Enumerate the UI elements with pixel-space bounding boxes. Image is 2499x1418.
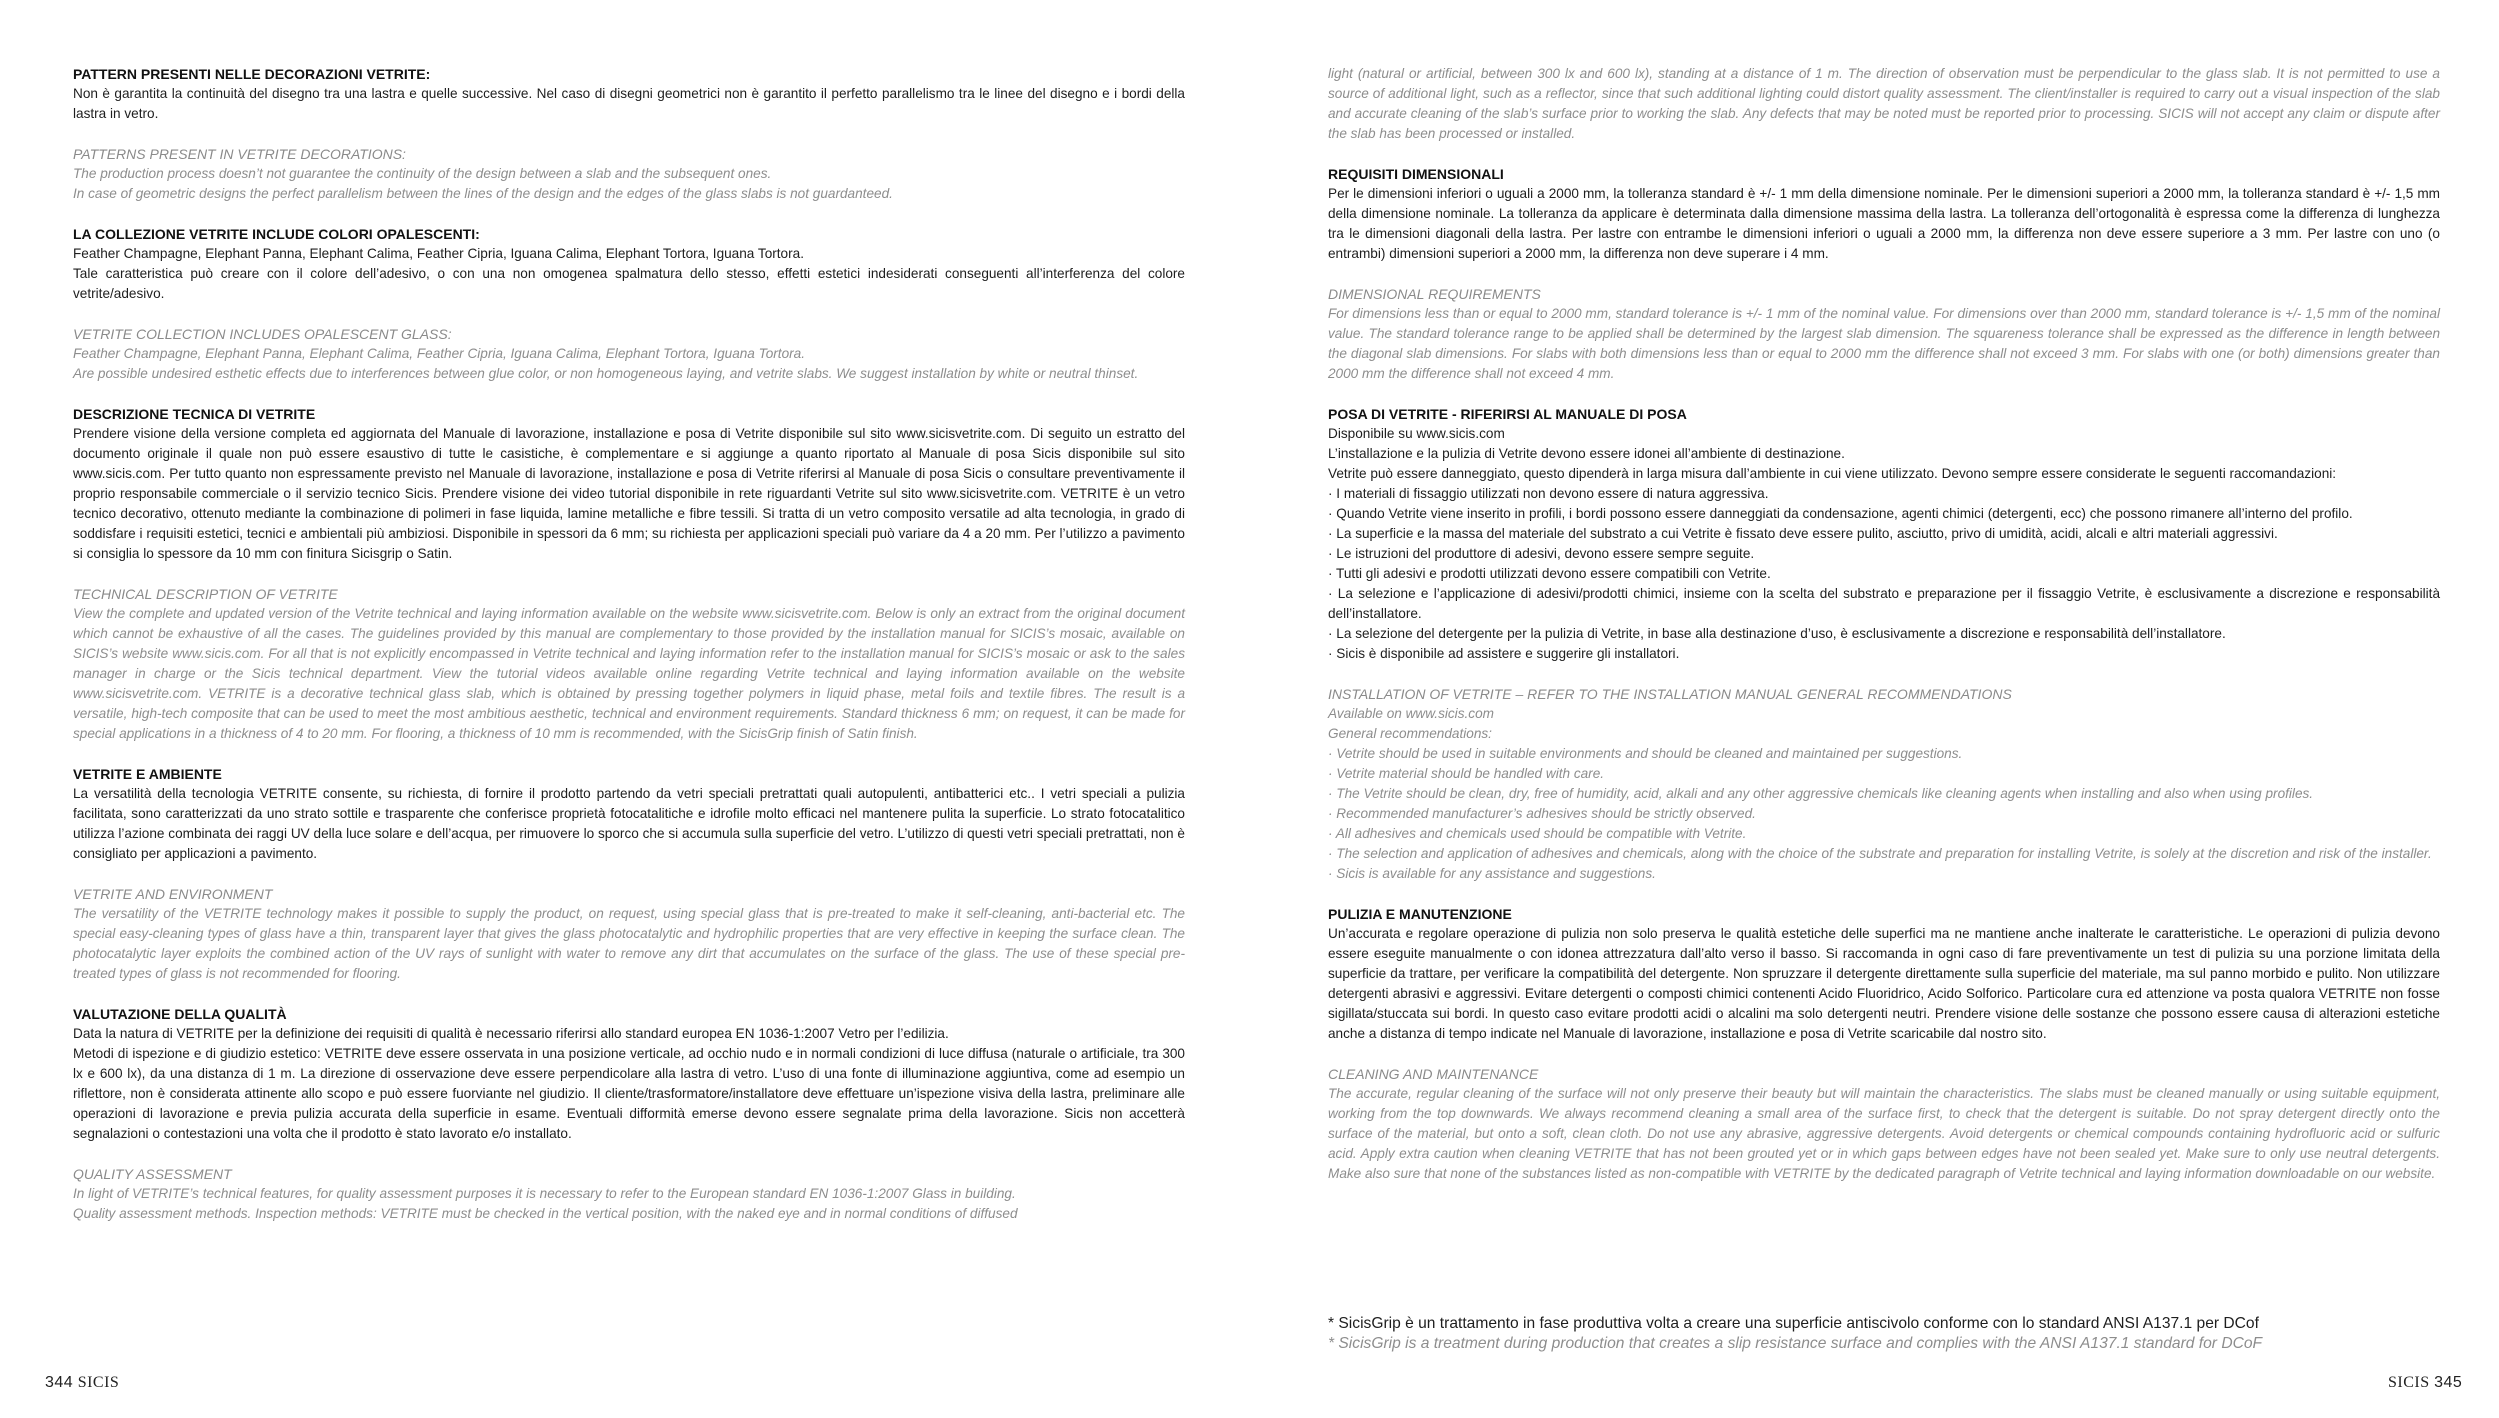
section-text-en: The accurate, regular cleaning of the surface will not only preserve their beauty but will maintain the characteristics. The slabs must be cleaned manually or using suitable equipment, working from the top downwards. We always recommend cleaning a small area of the surface first, to check that the detergent is suitable. Do not spray detergent directly onto the surface of the material, but onto a soft, clean cloth. Do not use any abrasive, aggressive detergents. Avoid detergents or chemical compounds containing hydrofluoric acid or sulfuric acid. Apply extra caution when cleaning VETRITE that has not been grouted yet or in which gaps between edges have not been sealed yet. Make sure to only use neutral detergents. Make also sure that none of the substances listed as non-compatible with VETRITE by the dedicated paragraph of Vetrite technical and laying information downloadable on our website. (1328, 1086, 2440, 1181)
footnote-text-en: * SicisGrip is a treatment during production that creates a slip resistance surface and complies with the ANSI A137.1 standard for DCoF (1328, 1335, 2263, 1352)
section-text-en: Quality assessment methods. Inspection methods: VETRITE must be checked in the vertical position, with the naked eye and in normal conditions of diffused (73, 1206, 1018, 1221)
page-number: 345 (2434, 1374, 2463, 1391)
section-title: PULIZIA E MANUTENZIONE (1328, 906, 1512, 922)
list-item: · The Vetrite should be clean, dry, free of humidity, acid, alkali and any other aggressive chemicals like cleaning agents when installing and also when using profiles. (1328, 786, 2314, 801)
section-environment (73, 764, 1185, 864)
list-item: · Le istruzioni del produttore di adesivi, devono essere sempre seguite. (1328, 546, 1755, 561)
section-text-en: The production process doesn’t not guarantee the continuity of the design between a slab and the subsequent ones. (73, 166, 772, 181)
section-text-en: The versatility of the VETRITE technology makes it possible to supply the product, on request, using special glass that is pre-treated to make it self-cleaning, anti-bacterial etc. The special easy-cleaning types of glass have a thin, transparent layer that gives the glass photocatalytic and hydrophilic properties that are very effective in keeping the surface clean. The photocatalytic layer exploits the combined action of the UV rays of sunlight with water to remove any dirt that accumulates on the surface of the glass. The use of these special pre-treated types of glass is not recommended for flooring. (73, 906, 1185, 981)
section-text-en: light (natural or artificial, between 300 lx and 600 lx), standing at a distance of 1 m. The direction of observation must be perpendicular to the glass slab. It is not permitted to use a source of additional light, such as a reflector, since that such additional lighting could distort quality assessment. The client/installer is required to carry out a visual inspection of the slab and accurate cleaning of the slab’s surface prior to working the slab. Any defects that may be noted must be reported prior to processing. SICIS will not accept any claim or dispute after the slab has been processed or installed. (1328, 66, 2440, 141)
section-title: VETRITE E AMBIENTE (73, 766, 222, 782)
section-title-en: INSTALLATION OF VETRITE – REFER TO THE INSTALLATION MANUAL GENERAL RECOMMENDATIONS (1328, 686, 2012, 702)
folio-left (45, 1374, 119, 1392)
section-title-en: PATTERNS PRESENT IN VETRITE DECORATIONS: (73, 146, 406, 162)
section-dimensional-en (1328, 284, 2440, 384)
list-item: · Sicis è disponibile ad assistere e suggerire gli installatori. (1328, 646, 1680, 661)
list-item: · Vetrite material should be handled with care. (1328, 766, 1605, 781)
page-number: 344 (45, 1374, 74, 1391)
section-installation (1328, 404, 2440, 664)
list-item: · Recommended manufacturer’s adhesives should be strictly observed. (1328, 806, 1756, 821)
section-text-en: Feather Champagne, Elephant Panna, Elephant Calima, Feather Cipria, Iguana Calima, Elephant Tortora, Iguana Tortora. (73, 346, 805, 361)
section-title: VALUTAZIONE DELLA QUALITÀ (73, 1006, 287, 1022)
right-page-column (1328, 64, 2440, 1204)
section-pattern (73, 64, 1185, 124)
section-installation-en (1328, 684, 2440, 884)
section-technical (73, 404, 1185, 564)
section-text-en: Available on www.sicis.com (1328, 706, 1494, 721)
section-text: Tale caratteristica può creare con il colore dell’adesivo, o con una non omogenea spalmatura dello stesso, effetti estetici indesiderati conseguenti all’interferenza del colore vetrite/adesivo. (73, 266, 1185, 301)
list-item: · All adhesives and chemicals used should be compatible with Vetrite. (1328, 826, 1747, 841)
section-title: REQUISITI DIMENSIONALI (1328, 166, 1504, 182)
list-item: · Sicis is available for any assistance and suggestions. (1328, 866, 1656, 881)
section-text: Metodi di ispezione e di giudizio estetico: VETRITE deve essere osservata in una posizione verticale, ad occhio nudo e in normali condizioni di luce diffusa (naturale o artificiale, tra 300 lx e 600 lx), da una distanza di 1 m. La direzione di osservazione deve essere perpendicolare alla lastra di vetro. L’uso di una fonte di illuminazione aggiuntiva, come ad esempio un riflettore, non è considerata attinente allo scopo e può essere fuorviante nel giudizio. Il cliente/trasformatore/installatore deve effettuare un’ispezione visiva della lastra, preliminare alle operazioni di lavorazione e previa pulizia accurata della superficie in esame. Eventuali difformità emerse devono essere segnalate prima della lavorazione. Sicis non accetterà segnalazioni o contestazioni una volta che il prodotto è stato lavorato e/o installato. (73, 1046, 1185, 1141)
section-title: DESCRIZIONE TECNICA DI VETRITE (73, 406, 316, 422)
section-text: Non è garantita la continuità del disegno tra una lastra e quelle successive. Nel caso di disegni geometrici non è garantito il perfetto parallelismo tra le linee del disegno e i bordi della lastra in vetro. (73, 86, 1185, 121)
section-title-en: QUALITY ASSESSMENT (73, 1166, 232, 1182)
list-item: · La selezione e l’applicazione di adesivi/prodotti chimici, insieme con la scelta del substrato e preparazione per il fissaggio Vetrite, è esclusivamente a discrezione e responsabilità dell’installatore. (1328, 586, 2440, 621)
section-text: Disponibile su www.sicis.com (1328, 426, 1505, 441)
section-title: LA COLLEZIONE VETRITE INCLUDE COLORI OPALESCENTI: (73, 226, 480, 242)
section-text-en: View the complete and updated version of the Vetrite technical and laying information available on the website www.sicisvetrite.com. Below is only an extract from the original document which cannot be exhaustive of all the cases. The guidelines provided by this manual are complementary to those provided by the installation manual for SICIS’s mosaic, available on SICIS’s website www.sicis.com. For all that is not explicitly encompassed in Vetrite technical and laying information refer to the installation manual for SICIS’s mosaic or ask to the sales manager in charge or the Sicis technical department. View the tutorial videos available online regarding Vetrite technical and laying information available on the website www.sicisvetrite.com. VETRITE is a decorative technical glass slab, which is obtained by pressing together polymers in liquid phase, metal foils and textile fibres. The result is a versatile, high-tech composite that can be used to meet the most ambitious aesthetic, technical and environment requirements. Standard thickness 6 mm; on request, it can be made for special applications in a thickness of 4 to 20 mm. For flooring, a thickness of 10 mm is recommended, with the SicisGrip finish of Satin finish. (73, 606, 1185, 741)
list-item: · Vetrite should be used in suitable environments and should be cleaned and maintained per suggestions. (1328, 746, 1963, 761)
section-opalescent (73, 224, 1185, 304)
list-item: · Tutti gli adesivi e prodotti utilizzati devono essere compatibili con Vetrite. (1328, 566, 1771, 581)
left-page-column (73, 64, 1185, 1244)
section-text: Feather Champagne, Elephant Panna, Elephant Calima, Feather Cipria, Iguana Calima, Elephant Tortora, Iguana Tortora. (73, 246, 804, 261)
section-environment-en (73, 884, 1185, 984)
section-technical-en (73, 584, 1185, 744)
section-title: PATTERN PRESENTI NELLE DECORAZIONI VETRITE: (73, 66, 431, 82)
section-cleaning-en (1328, 1064, 2440, 1184)
section-quality-en (73, 1164, 1185, 1224)
footnote (1328, 1314, 2448, 1354)
section-title-en: DIMENSIONAL REQUIREMENTS (1328, 286, 1541, 302)
list-item: · Quando Vetrite viene inserito in profili, i bordi possono essere danneggiati da condensazione, agenti chimici (detergenti, ecc) che possono rimanere all’interno del profilo. (1328, 506, 2353, 521)
list-item: · La selezione del detergente per la pulizia di Vetrite, in base alla destinazione d’uso, è esclusivamente a discrezione e responsabilità dell’installatore. (1328, 626, 2226, 641)
section-title-en: VETRITE AND ENVIRONMENT (73, 886, 273, 902)
section-title-en: VETRITE COLLECTION INCLUDES OPALESCENT GLASS: (73, 326, 452, 342)
section-text: Per le dimensioni inferiori o uguali a 2000 mm, la tolleranza standard è +/- 1 mm della dimensione nominale. Per le dimensioni superiori a 2000 mm, la tolleranza standard è +/- 1,5 mm della dimensione nominale. La tolleranza da applicare è determinata dalla dimensione massima della lastra. La tolleranza dell’ortogonalità è espressa come la differenza di lunghezza tra le dimensioni diagonali della lastra. Per lastre con entrambe le dimensioni inferiori o uguali a 2000 mm, la differenza non deve essere superiore a 3 mm. Per lastre con uno (o entrambi) dimensioni superiori a 2000 mm, la differenza non deve superare i 4 mm. (1328, 186, 2440, 261)
section-dimensional (1328, 164, 2440, 264)
footnote-text: * SicisGrip è un trattamento in fase produttiva volta a creare una superficie antiscivolo conforme con lo standard ANSI A137.1 per DCof (1328, 1315, 2259, 1332)
recommendation-list (1328, 484, 2440, 664)
section-quality (73, 1004, 1185, 1144)
recommendation-list-en (1328, 744, 2440, 884)
section-text-en: In case of geometric designs the perfect parallelism between the lines of the design and the edges of the glass slabs is not guardanteed. (73, 186, 893, 201)
section-text-en: In light of VETRITE’s technical features, for quality assessment purposes it is necessary to refer to the European standard EN 1036-1:2007 Glass in building. (73, 1186, 1016, 1201)
section-text-en: General recommendations: (1328, 726, 1492, 741)
section-opalescent-en (73, 324, 1185, 384)
section-text-en: For dimensions less than or equal to 2000 mm, standard tolerance is +/- 1 mm of the nominal value. For dimensions over than 2000 mm, standard tolerance is +/- 1,5 mm of the nominal value. The standard tolerance range to be applied shall be determined by the largest slab dimension. The squareness tolerance shall be expressed as the difference in length between the diagonal slab dimensions. For slabs with both dimensions less than or equal to 2000 mm the difference shall not exceed 3 mm. For slabs with one (or both) dimensions greater than 2000 mm the difference shall not exceed 4 mm. (1328, 306, 2440, 381)
section-text: Prendere visione della versione completa ed aggiornata del Manuale di lavorazione, installazione e posa di Vetrite disponibile sul sito www.sicisvetrite.com. Di seguito un estratto del documento originale il quale non può essere esaustivo di tutte le casistiche, è complementare e si aggiunge a quanto riportato al Manuale di posa Sicis disponibile sul sito www.sicis.com. Per tutto quanto non espressamente previsto nel Manuale di lavorazione, installazione e posa di Vetrite riferirsi al Manuale di posa Sicis o consultare preventivamente il proprio responsabile commerciale o il servizio tecnico Sicis. Prendere visione dei video tutorial disponibile in rete riguardanti Vetrite sul sito www.sicisvetrite.com. VETRITE è un vetro tecnico decorativo, ottenuto mediante la combinazione di polimeri in fase liquida, lamine metalliche e fibre tessili. Si tratta di un vetro composito versatile ad alta tecnologia, in grado di soddisfare i requisiti estetici, tecnici e ambientali più ambiziosi. Disponibile in spessori da 6 mm; su richiesta per applicazioni speciali può variare da 4 a 20 mm. Per l’utilizzo a pavimento si consiglia lo spessore da 10 mm con finitura Sicisgrip o Satin. (73, 426, 1185, 561)
section-quality-continued (1328, 64, 2440, 144)
section-text: Data la natura di VETRITE per la definizione dei requisiti di qualità è necessario riferirsi allo standard europea EN 1036-1:2007 Vetro per l’edilizia. (73, 1026, 949, 1041)
section-text: Vetrite può essere danneggiato, questo dipenderà in larga misura dall’ambiente in cui viene utilizzato. Devono sempre essere considerate le seguenti raccomandazioni: (1328, 466, 2337, 481)
list-item: · I materiali di fissaggio utilizzati non devono essere di natura aggressiva. (1328, 486, 1769, 501)
section-text: Un’accurata e regolare operazione di pulizia non solo preserva le qualità estetiche delle superfici ma ne mantiene anche inalterate le caratteristiche. Le operazioni di pulizia devono essere eseguite manualmente o con idonea attrezzatura dall’alto verso il basso. Si raccomanda in ogni caso di fare preventivamente un test di pulizia su una porzione limitata della superficie da trattare, per verificare la compatibilità del detergente. Non spruzzare il detergente direttamente sulla superficie del materiale, ma sul panno morbido e pulito. Non utilizzare detergenti abrasivi e aggressivi. Evitare detergenti o composti chimici contenenti Acido Fluoridrico, Acido Solforico. Particolare cura ed attenzione va posta qualora VETRITE non fosse sigillata/stuccata sui bordi. In questo caso evitare prodotti acidi o alcalini ma solo detergenti neutri. Prendere visione delle sostanze che possono essere causa di alterazioni estetiche anche a distanza di tempo indicate nel Manuale di lavorazione, installazione e posa di Vetrite scaricabile dal nostro sito. (1328, 926, 2440, 1041)
section-text-en: Are possible undesired esthetic effects due to interferences between glue color, or non homogeneous laying, and vetrite slabs. We suggest installation by white or neutral thinset. (73, 366, 1139, 381)
section-title: POSA DI VETRITE - RIFERIRSI AL MANUALE DI POSA (1328, 406, 1687, 422)
section-pattern-en (73, 144, 1185, 204)
list-item: · La superficie e la massa del materiale del substrato a cui Vetrite è fissato deve essere pulito, asciutto, privo di umidità, acidi, alcali e altri materiali aggressivi. (1328, 526, 2278, 541)
section-text: L’installazione e la pulizia di Vetrite devono essere idonei all’ambiente di destinazione. (1328, 446, 1845, 461)
section-title-en: CLEANING AND MAINTENANCE (1328, 1066, 1539, 1082)
folio-right (2388, 1374, 2462, 1392)
list-item: · The selection and application of adhesives and chemicals, along with the choice of the substrate and preparation for installing Vetrite, is solely at the discretion and risk of the installer. (1328, 846, 2432, 861)
brand-name: SICIS (2388, 1374, 2430, 1391)
section-cleaning (1328, 904, 2440, 1044)
section-title-en: TECHNICAL DESCRIPTION OF VETRITE (73, 586, 338, 602)
section-text: La versatilità della tecnologia VETRITE consente, su richiesta, di fornire il prodotto partendo da vetri speciali pretrattati quali autopulenti, antibatterici etc.. I vetri speciali a pulizia facilitata, sono caratterizzati da uno strato sottile e trasparente che conferisce proprietà fotocatalitiche e idrofile molto efficaci nel mantenere pulita la superficie. Lo strato fotocatalitico utilizza l’azione combinata dei raggi UV della luce solare e dell’acqua, per rimuovere lo sporco che si accumula sulla superficie del vetro. L’utilizzo di questi vetri speciali pretrattati, non è consigliato per applicazioni a pavimento. (73, 786, 1185, 861)
brand-name: SICIS (77, 1374, 120, 1391)
